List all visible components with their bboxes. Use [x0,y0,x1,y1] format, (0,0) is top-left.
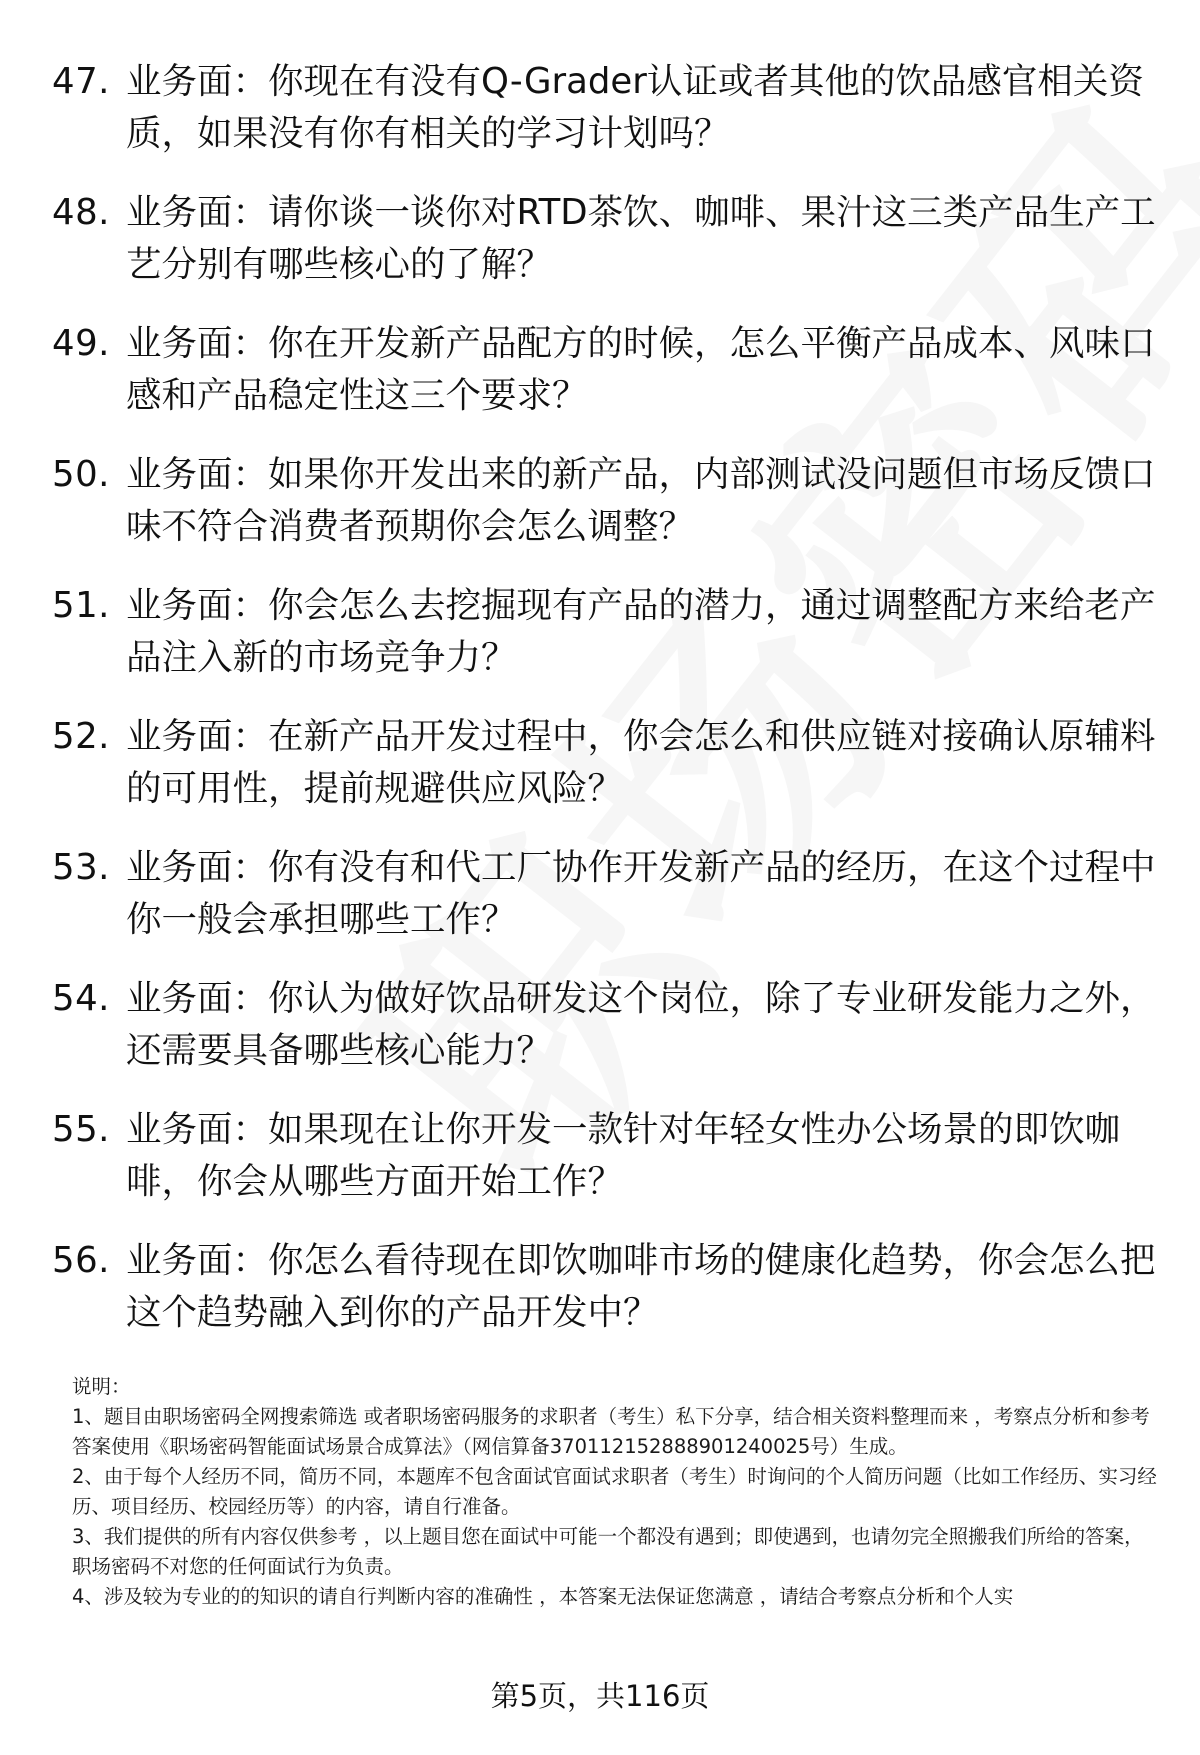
question-text: 业务面：你认为做好饮品研发这个岗位，除了专业研发能力之外，还需要具备哪些核心能力？ [126,978,1156,1071]
question-item [52,56,1162,187]
notes-section [72,1372,1162,1612]
question-number: 48. [52,192,110,233]
question-text: 业务面：如果现在让你开发一款针对年轻女性办公场景的即饮咖啡，你会从哪些方面开始工作？ [126,1109,1121,1202]
page-number-label: 第5页，共116页 [490,1679,710,1713]
question-text: 业务面：你怎么看待现在即饮咖啡市场的健康化趋势，你会怎么把这个趋势融入到你的产品开发中？ [126,1240,1156,1333]
question-text: 业务面：请你谈一谈你对RTD茶饮、咖啡、果汁这三类产品生产工艺分别有哪些核心的了解？ [126,192,1156,285]
question-item [52,842,1162,973]
note-item: 4、涉及较为专业的的知识的请自行判断内容的准确性 ，本答案无法保证您满意 ，请结合考察点分析和个人实 [72,1585,1014,1608]
question-text: 业务面：你现在有没有Q-Grader认证或者其他的饮品感官相关资质，如果没有你有相关的学习计划吗？ [126,61,1144,154]
question-number: 47. [52,61,110,102]
page-footer [0,1676,1200,1716]
question-number: 56. [52,1240,110,1281]
note-item: 3、我们提供的所有内容仅供参考 ，以上题目您在面试中可能一个都没有遇到；即使遇到，也请勿完全照搬我们所给的答案，职场密码不对您的任何面试行为负责。 [72,1525,1144,1578]
question-list [52,56,1162,1366]
question-text: 业务面：在新产品开发过程中，你会怎么和供应链对接确认原辅料的可用性，提前规避供应风险？ [126,716,1156,809]
note-item: 2、由于每个人经历不同，简历不同，本题库不包含面试官面试求职者（考生）时询问的个人简历问题（比如工作经历、实习经历、项目经历、校园经历等）的内容，请自行准备。 [72,1465,1157,1518]
question-number: 54. [52,978,110,1019]
question-number: 49. [52,323,110,364]
question-item [52,318,1162,449]
question-text: 业务面：你会怎么去挖掘现有产品的潜力，通过调整配方来给老产品注入新的市场竞争力？ [126,585,1156,678]
question-item [52,1235,1162,1366]
question-item [52,1104,1162,1235]
question-text: 业务面：你在开发新产品配方的时候，怎么平衡产品成本、风味口感和产品稳定性这三个要求？ [126,323,1156,416]
question-item [52,973,1162,1104]
question-number: 51. [52,585,110,626]
question-text: 业务面：如果你开发出来的新产品，内部测试没问题但市场反馈口味不符合消费者预期你会怎么调整？ [126,454,1156,547]
question-item [52,711,1162,842]
question-item [52,580,1162,711]
question-number: 52. [52,716,110,757]
question-item [52,187,1162,318]
note-item: 1、题目由职场密码全网搜索筛选 或者职场密码服务的求职者（考生）私下分享，结合相关资料整理而来 ，考察点分析和参考答案使用《职场密码智能面试场景合成算法》（网信算备370112152888901240025号）生成。 [72,1405,1150,1458]
question-number: 50. [52,454,110,495]
question-text: 业务面：你有没有和代工厂协作开发新产品的经历，在这个过程中你一般会承担哪些工作？ [126,847,1156,940]
question-number: 53. [52,847,110,888]
notes-title: 说明： [72,1375,131,1398]
question-number: 55. [52,1109,110,1150]
question-item [52,449,1162,580]
